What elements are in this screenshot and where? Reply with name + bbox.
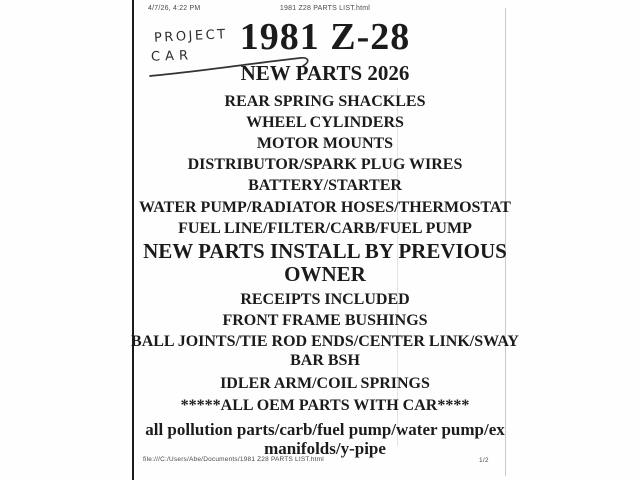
pollution-parts-footnote: all pollution parts/carb/fuel pump/water pump/ex manifolds/y-pipe — [145, 420, 505, 458]
list-item: FRONT FRAME BUSHINGS — [222, 312, 428, 329]
list-item: IDLER ARM/COIL SPRINGS — [220, 375, 430, 392]
print-footer-file-url: file:///C:/Users/Abe/Documents/1981 Z28 PARTS LIST.html — [143, 456, 324, 463]
list-item: BALL JOINTS/TIE ROD ENDS/CENTER LINK/SWAY BAR BSH — [131, 333, 519, 369]
list-item: FUEL LINE/FILTER/CARB/FUEL PUMP — [178, 220, 472, 237]
list-item: WATER PUMP/RADIATOR HOSES/THERMOSTAT — [139, 199, 511, 216]
handwritten-word-car: CAR — [150, 48, 194, 65]
list-item: RECEIPTS INCLUDED — [240, 291, 410, 308]
list-item: WHEEL CYLINDERS — [246, 114, 404, 131]
print-header-date: 4/7/26, 4:22 PM — [148, 5, 201, 12]
handwritten-word-project: PROJECT — [153, 27, 229, 46]
print-header-filename: 1981 Z28 PARTS LIST.html — [279, 5, 371, 12]
page-title: 1981 Z-28 — [239, 16, 411, 58]
print-footer-page-number: 1/2 — [479, 457, 489, 464]
section-heading-previous-owner: NEW PARTS INSTALL BY PREVIOUS OWNER — [143, 239, 507, 286]
list-item: *****ALL OEM PARTS WITH CAR**** — [180, 397, 470, 414]
list-item: MOTOR MOUNTS — [256, 135, 394, 152]
list-item: BATTERY/STARTER — [248, 177, 402, 194]
list-item: DISTRIBUTOR/SPARK PLUG WIRES — [187, 156, 463, 173]
list-item: REAR SPRING SHACKLES — [224, 93, 426, 110]
doc-subtitle: NEW PARTS 2026 — [240, 61, 410, 85]
